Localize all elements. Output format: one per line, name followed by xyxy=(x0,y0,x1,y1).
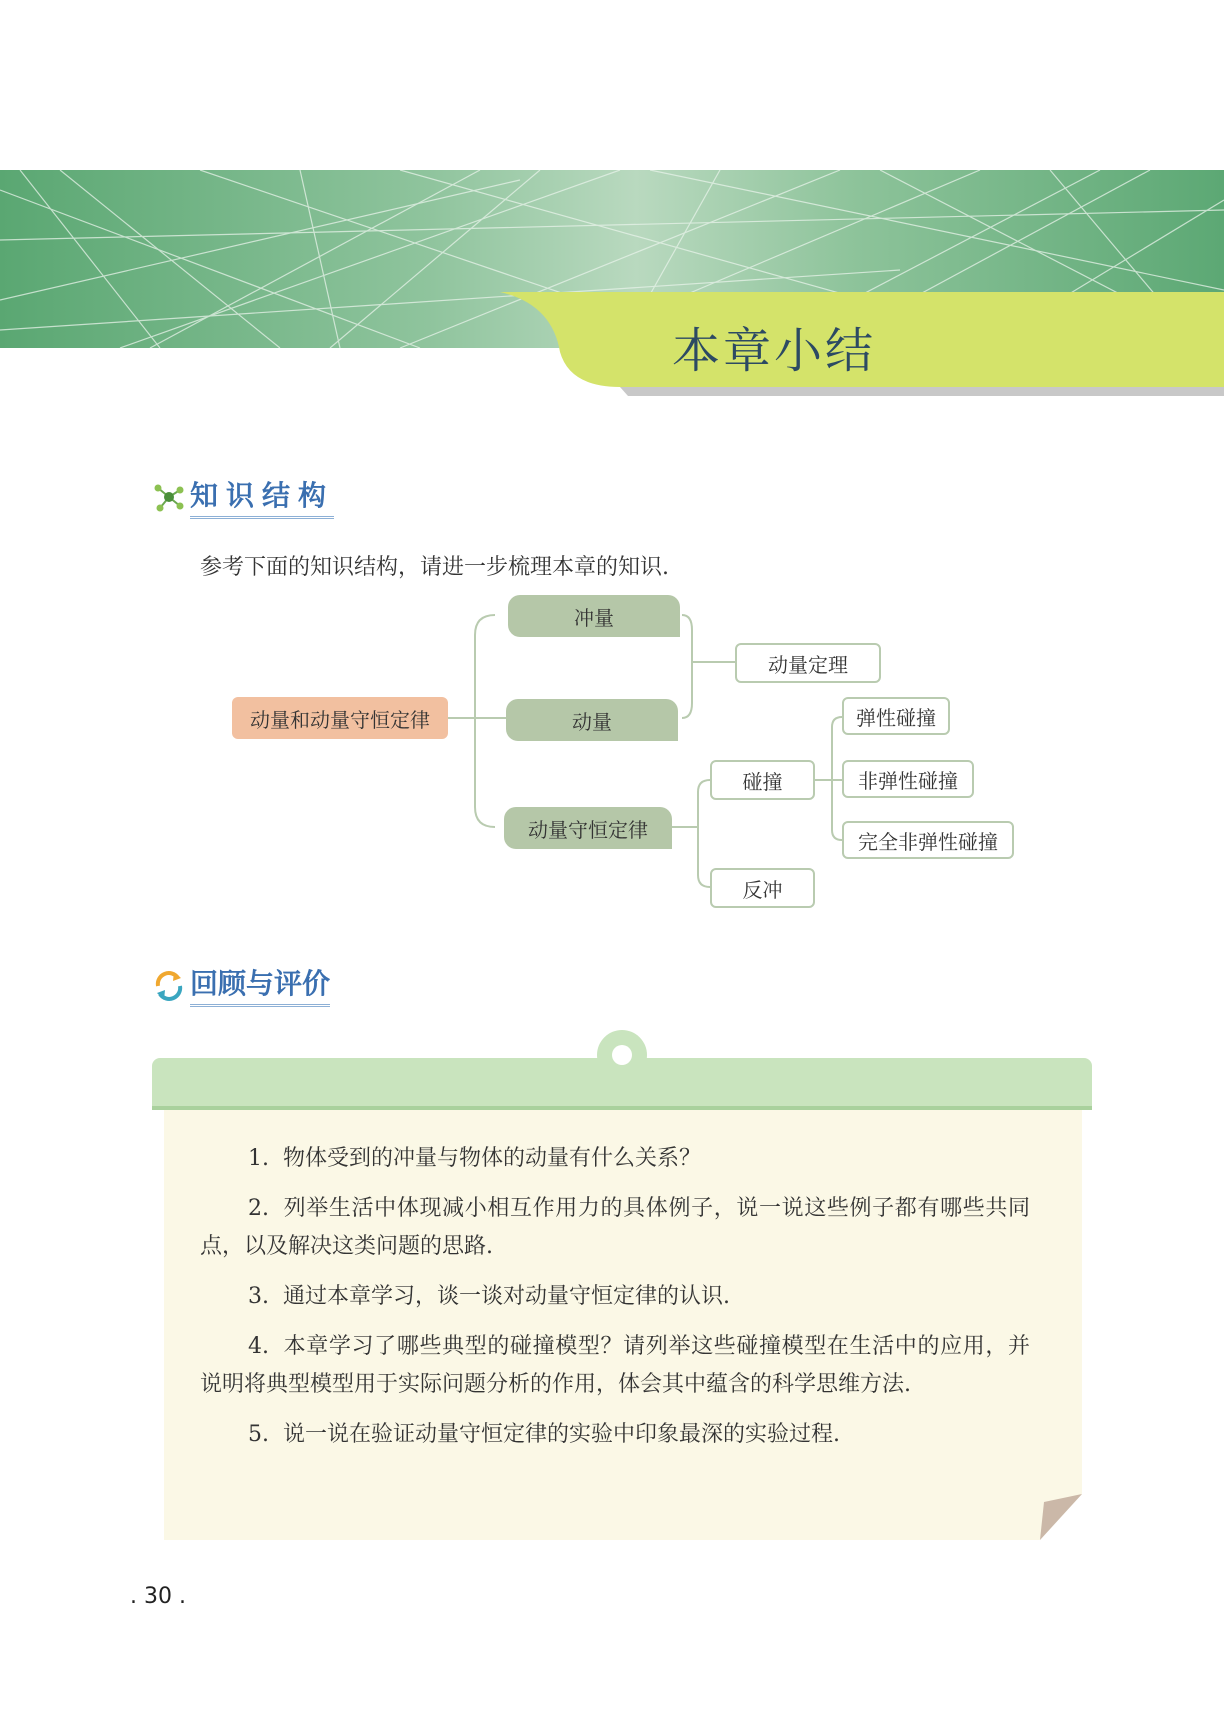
node-inelastic-collision: 非弹性碰撞 xyxy=(842,760,974,798)
knowledge-heading-label: 知识结构 xyxy=(190,474,334,519)
chapter-title: 本章小结 xyxy=(672,323,877,379)
review-question: 1. 物体受到的冲量与物体的动量有什么关系？ xyxy=(248,1146,702,1171)
card-pin-hole xyxy=(612,1045,632,1065)
page-number: . 30 . xyxy=(130,1584,186,1609)
node-root: 动量和动量守恒定律 xyxy=(232,697,448,739)
node-theorem: 动量定理 xyxy=(735,643,881,683)
node-perfectly-inelastic-collision: 完全非弹性碰撞 xyxy=(842,821,1014,859)
cycle-arrows-icon xyxy=(150,966,188,1004)
molecule-icon xyxy=(150,478,188,516)
card-page-curl xyxy=(1040,1494,1082,1540)
review-question: 5. 说一说在验证动量守恒定律的实验中印象最深的实验过程. xyxy=(248,1422,840,1447)
node-elastic-collision: 弹性碰撞 xyxy=(842,697,950,735)
node-impulse: 冲量 xyxy=(508,595,680,637)
knowledge-section-heading xyxy=(150,474,334,519)
node-collision: 碰撞 xyxy=(710,760,815,800)
knowledge-intro: 参考下面的知识结构，请进一步梳理本章的知识. xyxy=(200,555,669,580)
node-conservation: 动量守恒定律 xyxy=(504,807,672,849)
review-question: 2. 列举生活中体现减小相互作用力的具体例子，说一说这些例子都有哪些共同点，以及解决这类问题的思路. xyxy=(200,1196,1030,1259)
node-momentum: 动量 xyxy=(506,699,678,741)
review-section-heading xyxy=(150,962,330,1007)
knowledge-diagram xyxy=(220,585,1020,930)
node-recoil: 反冲 xyxy=(710,868,815,908)
card-header-strip xyxy=(152,1058,1092,1110)
review-heading-label: 回顾与评价 xyxy=(190,962,330,1007)
review-question: 3. 通过本章学习，谈一谈对动量守恒定律的认识. xyxy=(248,1284,730,1309)
review-question: 4. 本章学习了哪些典型的碰撞模型？请列举这些碰撞模型在生活中的应用，并说明将典型模型用于实际问题分析的作用，体会其中蕴含的科学思维方法. xyxy=(200,1334,1030,1397)
review-questions xyxy=(200,1140,1030,1466)
